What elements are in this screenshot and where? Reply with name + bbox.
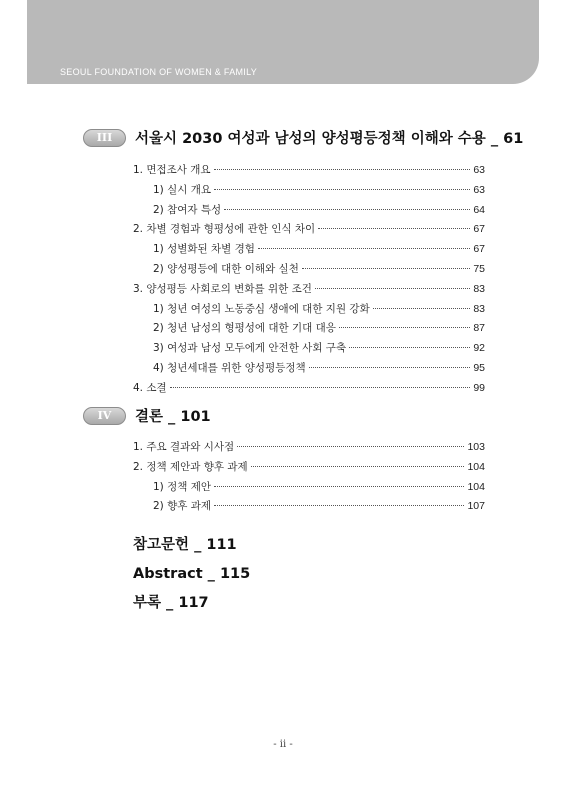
dot-leader [309, 367, 471, 368]
dot-leader [251, 466, 465, 467]
toc-entry-label: 2) 향후 과제 [153, 500, 212, 513]
toc-entry[interactable] [133, 340, 485, 360]
chapter-numeral-badge: IV [83, 407, 126, 425]
dot-leader [318, 228, 470, 229]
backmatter-list [133, 531, 250, 618]
toc-entry-label: 1) 실시 개요 [153, 183, 212, 196]
toc-entry-page: 75 [473, 262, 485, 275]
toc-entry[interactable] [133, 360, 485, 380]
toc-entry[interactable] [133, 439, 485, 459]
chapter-numeral-badge: III [83, 129, 126, 147]
toc-entry[interactable] [133, 182, 485, 202]
toc-entry-label: 2) 양성평등에 대한 이해와 실천 [153, 262, 299, 275]
dot-leader [373, 308, 471, 309]
toc-entry-label: 1) 청년 여성의 노동중심 생애에 대한 지원 강화 [153, 302, 370, 315]
dot-leader [315, 288, 470, 289]
toc-entry-label: 1. 면접조사 개요 [133, 164, 211, 176]
dot-leader [214, 169, 471, 170]
toc-entry-page: 83 [473, 282, 485, 295]
toc-entry-label: 1. 주요 결과와 시사점 [133, 441, 235, 453]
toc-entry-label: 2. 정책 제안과 향후 과제 [133, 460, 248, 473]
chapter-title: 서울시 2030 여성과 남성의 양성평등정책 이해와 수용 _ 61 [135, 131, 524, 147]
toc-entry[interactable] [133, 261, 485, 281]
backmatter-abstract[interactable]: Abstract _ 115 [133, 566, 251, 582]
toc-entry-label: 2) 청년 남성의 형평성에 대한 기대 대응 [153, 322, 336, 335]
toc-entry-page: 67 [473, 243, 485, 256]
dot-leader [214, 189, 470, 190]
toc-entry-page: 92 [473, 342, 485, 355]
header-text: SEOUL FOUNDATION OF WOMEN & FAMILY [60, 67, 258, 77]
page-header-band [27, 0, 539, 84]
toc-entry[interactable] [133, 479, 485, 499]
dot-leader [237, 446, 464, 447]
toc-entry-page: 64 [473, 203, 485, 216]
toc-entry-label: 4. 소결 [133, 381, 167, 394]
chapter-heading-3 [83, 127, 523, 148]
toc-entry[interactable] [133, 459, 485, 479]
toc-entry-label: 1) 정책 제안 [153, 480, 212, 493]
toc-entry-page: 95 [473, 361, 485, 374]
chapter-title: 결론 _ 101 [135, 409, 211, 425]
dot-leader [224, 209, 470, 210]
toc-entry[interactable] [133, 162, 485, 182]
backmatter-references[interactable]: 참고문헌 _ 111 [133, 537, 237, 553]
toc-entry-page: 87 [473, 322, 485, 335]
toc-entry[interactable] [133, 320, 485, 340]
toc-entry-page: 107 [467, 500, 485, 513]
page-number: - ii - [273, 739, 293, 750]
toc-entry[interactable] [133, 498, 485, 518]
dot-leader [214, 505, 464, 506]
toc-entry-page: 104 [467, 460, 485, 473]
dot-leader [302, 268, 470, 269]
toc-entry[interactable] [133, 380, 485, 400]
backmatter-appendix[interactable]: 부록 _ 117 [133, 595, 209, 611]
toc-entry[interactable] [133, 241, 485, 261]
toc-entry-page: 67 [473, 223, 485, 236]
toc-list-chapter-3 [133, 162, 485, 400]
toc-entry-page: 63 [473, 164, 485, 176]
toc-entry-page: 104 [467, 480, 485, 493]
chapter-heading-4 [83, 405, 211, 426]
toc-entry-page: 103 [467, 441, 485, 453]
toc-entry-label: 4) 청년세대를 위한 양성평등정책 [153, 361, 306, 374]
toc-entry-page: 99 [473, 381, 485, 394]
toc-entry-label: 2) 참여자 특성 [153, 203, 222, 216]
toc-list-chapter-4 [133, 439, 485, 518]
toc-entry-label: 2. 차별 경험과 형평성에 관한 인식 차이 [133, 223, 316, 236]
dot-leader [214, 486, 464, 487]
toc-entry-label: 3. 양성평등 사회로의 변화를 위한 조건 [133, 282, 312, 295]
toc-entry-label: 3) 여성과 남성 모두에게 안전한 사회 구축 [153, 342, 347, 355]
dot-leader [170, 387, 471, 388]
toc-entry-page: 63 [473, 183, 485, 196]
toc-entry[interactable] [133, 202, 485, 222]
toc-entry-page: 83 [473, 302, 485, 315]
dot-leader [349, 347, 470, 348]
toc-entry[interactable] [133, 281, 485, 301]
dot-leader [339, 327, 470, 328]
dot-leader [258, 248, 470, 249]
toc-entry[interactable] [133, 301, 485, 321]
toc-entry-label: 1) 성별화된 차별 경험 [153, 243, 255, 256]
toc-entry[interactable] [133, 221, 485, 241]
